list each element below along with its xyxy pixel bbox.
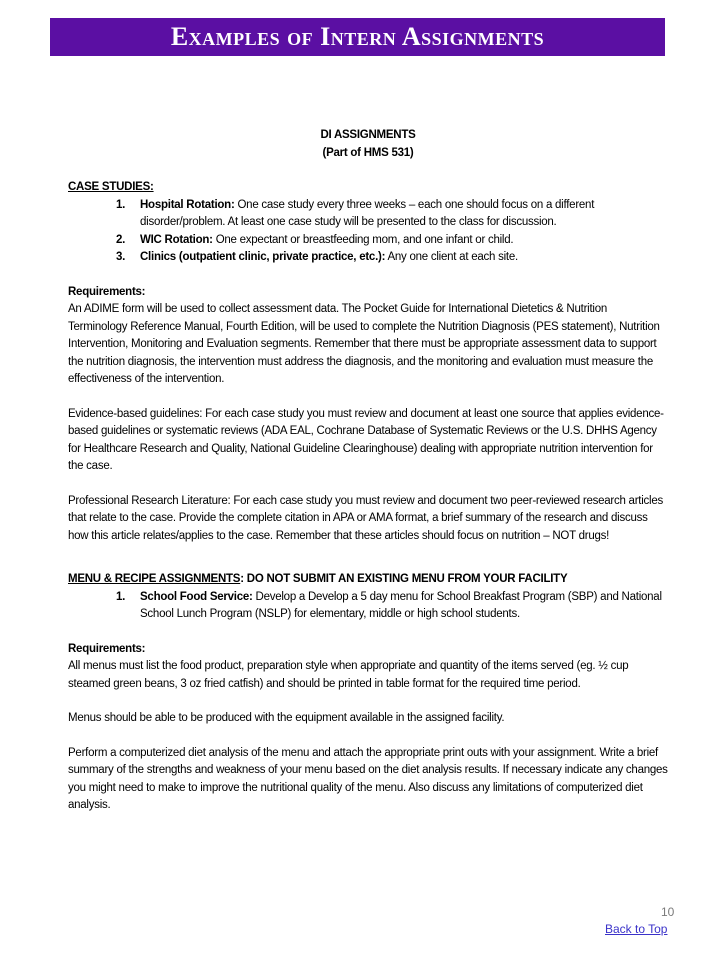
menu-title-underlined: MENU & RECIPE ASSIGNMENTS [68, 573, 241, 585]
list-text: Develop a Develop a 5 day menu for School Breakfast Program (SBP) and National School Lunch Program (NSLP) for elementary, middle or high school students. [140, 590, 662, 620]
case-studies-title: CASE STUDIES: [68, 181, 154, 193]
menu-requirements-text: All menus must list the food product, preparation style when appropriate and quantity of the items served (eg. ½ cup steamed green beans, 3 oz fried catfish) and should be printed in table format for the required time period. [68, 660, 629, 690]
page-number: 10 [661, 905, 675, 919]
back-to-top-link[interactable]: Back to Top [605, 922, 668, 936]
menu-requirements-title: Requirements: [68, 642, 146, 655]
list-item [68, 232, 668, 250]
requirements-text: An ADIME form will be used to collect assessment data. The Pocket Guide for International Dietetics & Nutrition Terminology Reference Manual, Fourth Edition, will be used to complete the Nutrition Diagnosis (PES statement), Nutrition Intervention, Monitoring and Evaluation segments. Remember that there must be appropriate assessment data to support the nutrition diagnosis, the intervention must address the diagnosis, and the monitoring and evaluation must measure the effectiveness of the intervention. [68, 303, 660, 385]
case-studies-list [68, 197, 668, 267]
menu-title-rest: : DO NOT SUBMIT AN EXISTING MENU FROM YOUR FACILITY [240, 573, 568, 585]
menu-assignments-title [68, 571, 668, 589]
menu-analysis-text: Perform a computerized diet analysis of the menu and attach the appropriate print outs with your assignment. Write a brief summary of the strengths and weakness of your menu based on the diet analysis results. If necessary indicate any changes you might need to make to improve the nutritional quality of the menu. Also discuss any limitations of computerized diet analysis. [68, 746, 668, 811]
list-text: One case study every three weeks – each one should focus on a different disorder/problem. At least one case study will be presented to the class for discussion. [140, 198, 595, 228]
list-item [68, 197, 668, 232]
list-label: School Food Service: [140, 590, 253, 603]
list-label: Clinics (outpatient clinic, private practice, etc.): [140, 251, 386, 263]
list-text: One expectant or breastfeeding mom, and one infant or child. [212, 233, 514, 246]
banner-title: Examples of Intern Assignments [170, 22, 545, 51]
list-number: 3. [116, 251, 126, 263]
requirements-title: Requirements: [68, 285, 146, 298]
list-number: 1. [116, 590, 126, 603]
list-number: 1. [116, 198, 126, 211]
document-body [68, 127, 668, 815]
list-label: WIC Rotation: [140, 233, 213, 246]
page-banner [50, 18, 665, 56]
heading-line1: DI ASSIGNMENTS [320, 129, 416, 141]
evidence-guidelines-text: Evidence-based guidelines: For each case study you must review and document at least one source that applies evidence-based guidelines or systematic reviews (ADA EAL, Cochrane Database of Systematic Reviews or the U.S. DHHS Agency for Healthcare Research and Quality, National Guideline Clearinghouse) dealing with appropriate nutrition intervention for the case. [68, 407, 664, 472]
list-label: Hospital Rotation: [140, 198, 235, 211]
list-item [68, 589, 668, 624]
list-item [68, 249, 668, 267]
menu-list [68, 589, 668, 624]
menu-equipment-text: Menus should be able to be produced with the equipment available in the assigned facility. [68, 712, 505, 724]
list-number: 2. [116, 233, 126, 246]
research-literature-text: Professional Research Literature: For each case study you must review and document two peer-reviewed research articles that relate to the case. Provide the complete citation in APA or AMA format, a brief summary of the research and discuss how this article relates/applies to the case. Remember that these articles should focus on nutrition – NOT drugs! [68, 494, 663, 542]
list-text: Any one client at each site. [385, 251, 518, 263]
heading-line2: (Part of HMS 531) [322, 146, 414, 159]
